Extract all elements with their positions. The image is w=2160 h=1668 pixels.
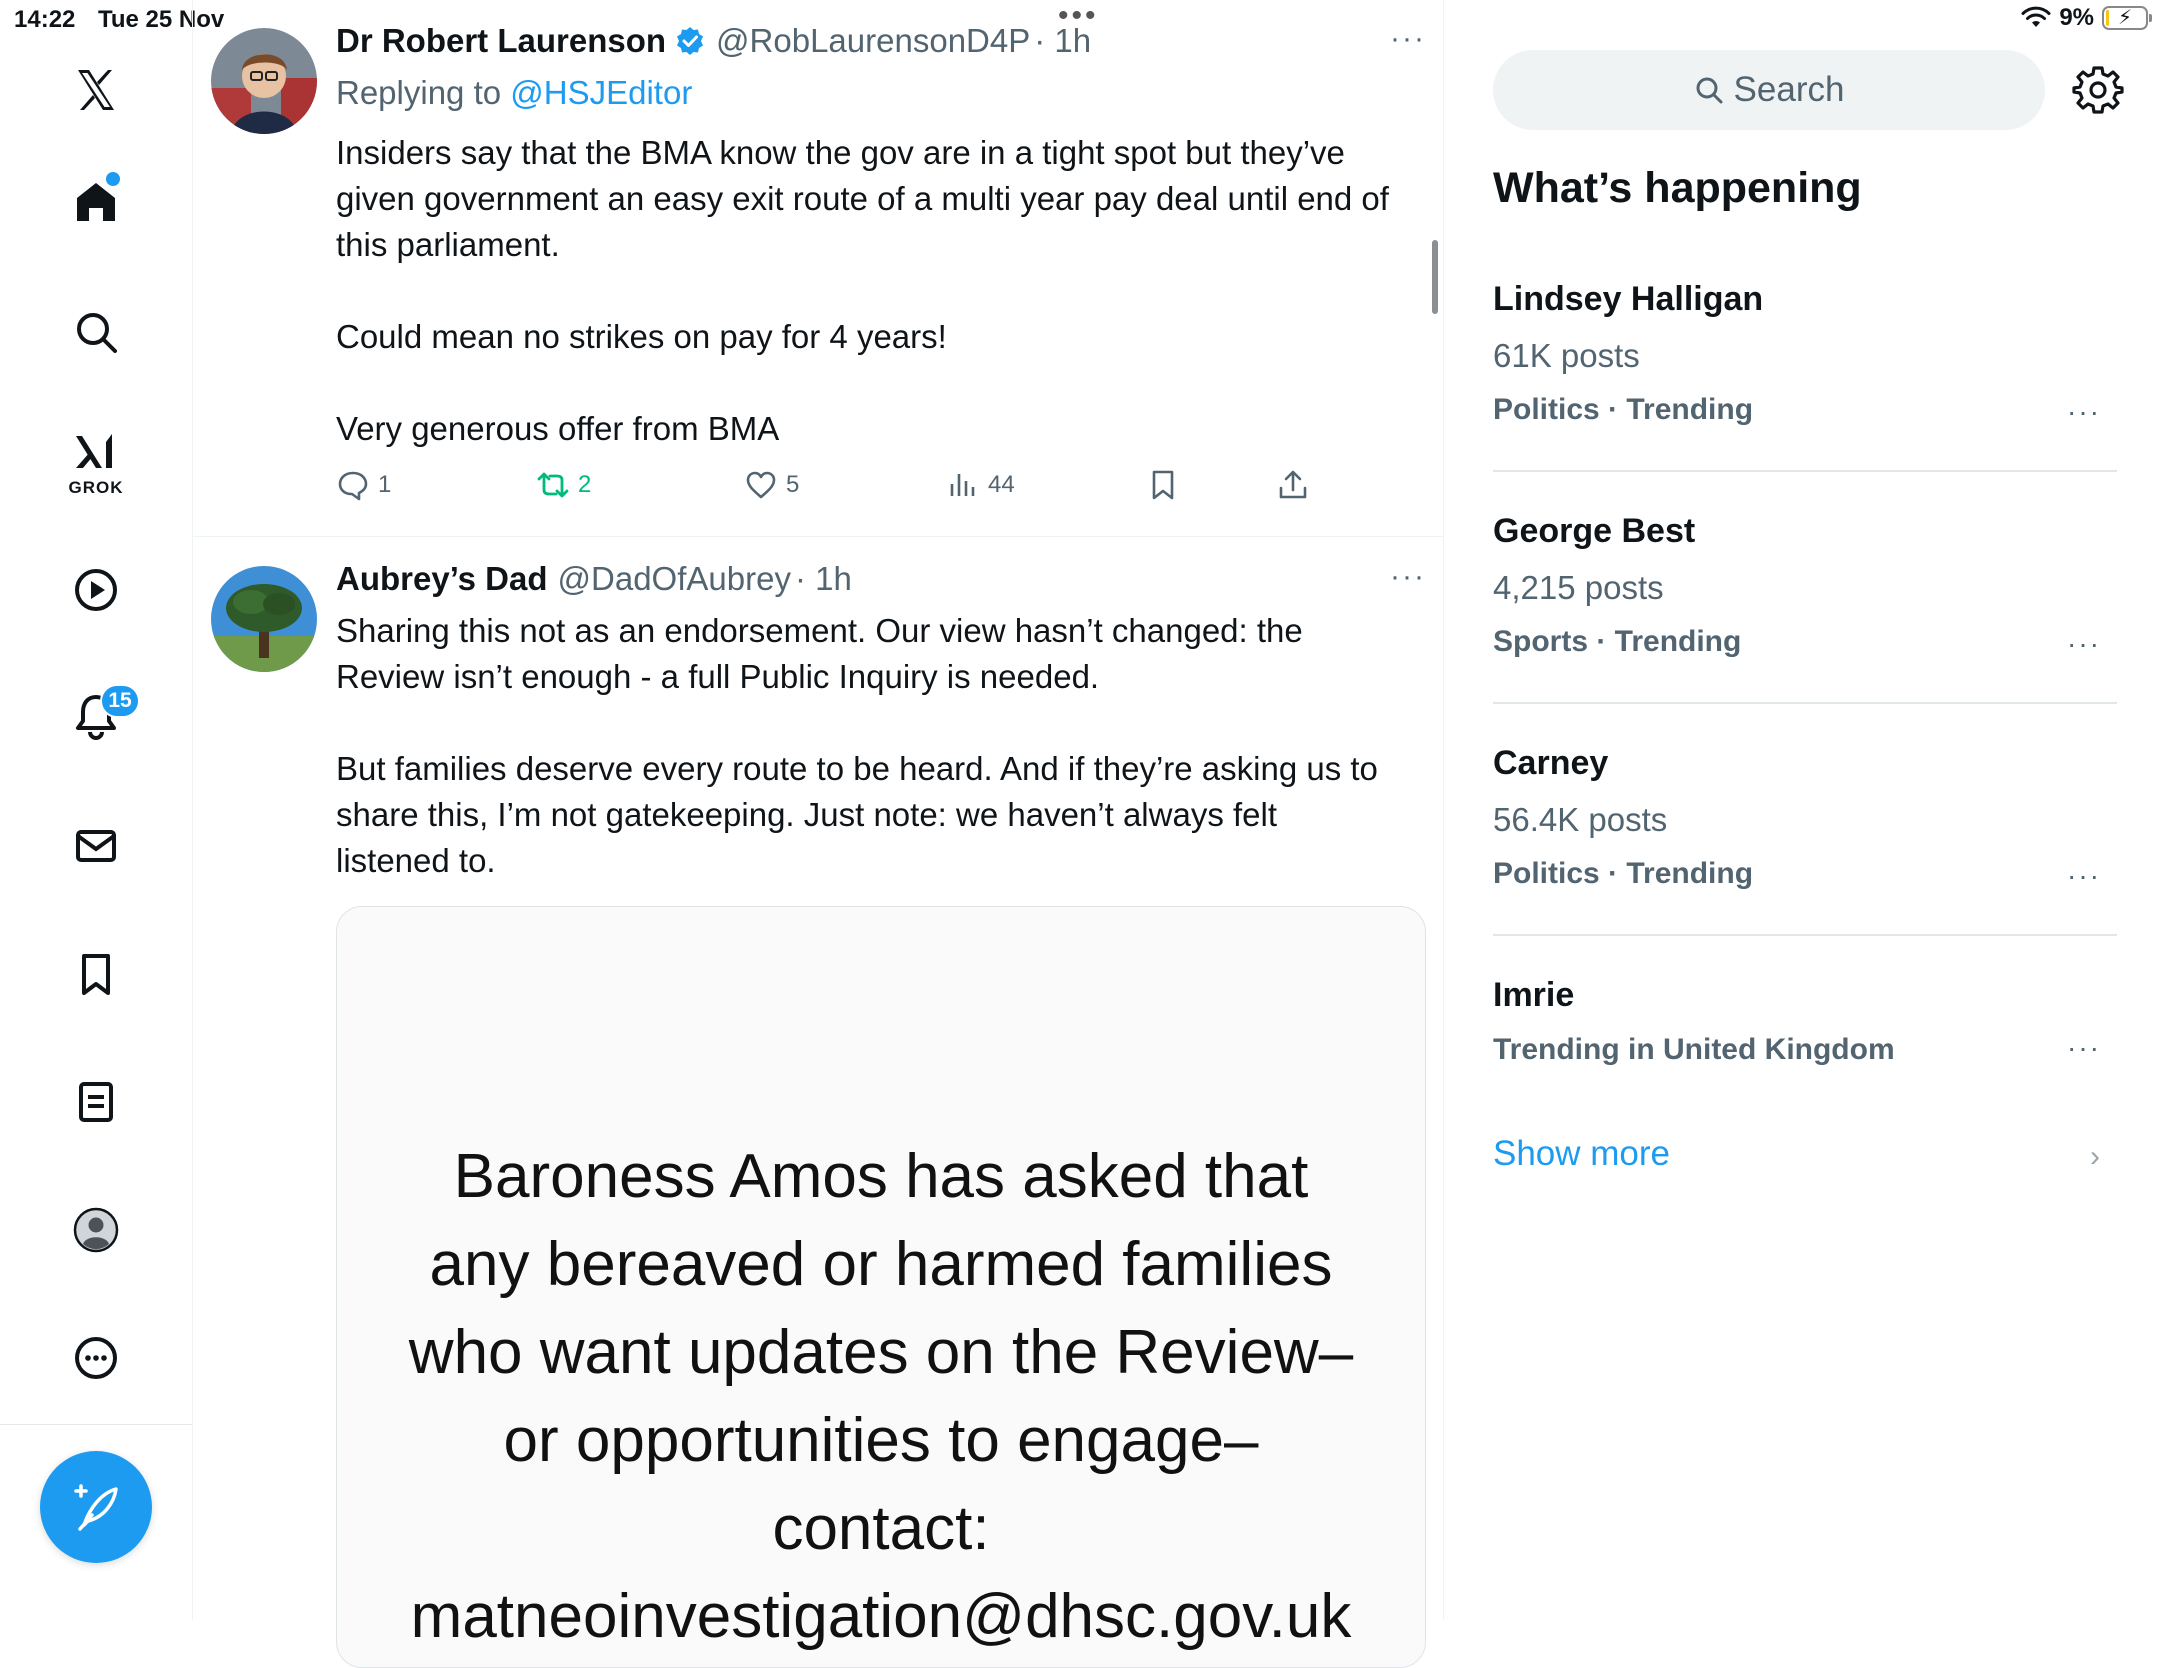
x-logo-icon[interactable] [62,56,130,124]
share-button[interactable] [1276,468,1310,502]
settings-gear-icon[interactable] [2072,64,2124,116]
heart-icon [744,468,778,502]
battery-icon [2102,6,2148,30]
nav-divider [0,1424,192,1425]
trend-posts: 4,215 posts [1493,569,1664,606]
reply-count: 1 [378,471,392,498]
trend-item[interactable] [1493,976,2117,1067]
like-button[interactable] [744,468,799,502]
verified-badge-icon [674,25,706,57]
messages-envelope-icon[interactable] [62,812,130,880]
profile-avatar-icon[interactable] [62,1196,130,1264]
grok-icon[interactable] [62,418,130,486]
tweet-more-icon[interactable]: ··· [1390,560,1426,593]
grok-label: GROK [68,478,124,497]
author-handle[interactable]: @RobLaurensonD4P [716,22,1031,59]
tweet-header [336,22,1091,60]
bookmark-button[interactable] [1146,468,1180,502]
wifi-icon [2021,6,2051,30]
trend-name: Imrie [1493,976,1575,1014]
bookmark-icon [1146,468,1180,502]
replying-to [336,74,692,112]
trend-category: Trending in United Kingdom [1493,1033,1895,1066]
trend-category: Sports · Trending [1493,625,1742,658]
repost-button[interactable] [536,468,591,502]
tweet-text: Insiders say that the BMA know the gov are in a tight spot but they’ve given government an easy exit route of a multi year pay deal until end of this parliament. Could mean no strikes on pay for 4 years! Very generous offer from BMA [336,134,1389,447]
trend-name: Carney [1493,744,1609,782]
video-play-icon[interactable] [62,556,130,624]
home-unread-dot [106,172,120,186]
trend-more-icon[interactable]: ··· [2067,1032,2101,1063]
notifications-badge: 15 [100,684,140,718]
views-chart-icon [946,468,980,502]
trend-more-icon[interactable]: ··· [2067,628,2101,659]
trend-item[interactable] [1493,280,2117,427]
tweet-actions [336,468,1316,508]
status-indicators [2021,4,2148,32]
repost-icon [536,468,570,502]
search-icon[interactable] [62,298,130,366]
left-navigation [0,0,193,1620]
trend-category: Politics · Trending [1493,393,1754,426]
reply-icon [336,468,370,502]
search-icon [1694,75,1724,105]
tweet-more-icon[interactable]: ··· [1390,22,1426,55]
media-text: Baroness Amos has asked that any bereaved or harmed families who want updates on the Review– or opportunities to engage– contact: matneoinvestigation@dhsc.gov.uk [408,1142,1354,1651]
views-button[interactable] [946,468,1015,502]
compose-feather-icon [68,1479,124,1535]
trend-posts: 61K posts [1493,337,1640,374]
trend-item[interactable] [1493,512,2117,659]
trend-more-icon[interactable]: ··· [2067,860,2101,891]
trend-posts: 56.4K posts [1493,801,1668,838]
share-icon [1276,468,1310,502]
status-date: Tue 25 Nov [98,6,225,33]
views-count: 44 [988,471,1015,498]
tweet-separator [193,536,1443,537]
reply-button[interactable] [336,468,391,502]
trend-separator [1493,702,2117,704]
search-placeholder: Search [1733,70,1845,109]
bookmarks-icon[interactable] [62,940,130,1008]
tweet-time[interactable]: · 1h [1034,22,1092,59]
tweet-text: Sharing this not as an endorsement. Our view hasn’t changed: the Review isn’t enough - a full Public Inquiry is needed. But families deserve every route to be heard. And if they’re asking us to share this, I’m not gatekeeping. Just note: we haven’t always felt listened to. [336,612,1378,879]
column-divider [1443,0,1444,1620]
author-name[interactable]: Aubrey’s Dad [336,560,548,597]
status-time: 14:22 [14,6,76,33]
tweet-time[interactable]: · 1h [794,560,852,597]
trend-more-icon[interactable]: ··· [2067,396,2101,427]
whats-happening-title: What’s happening [1493,164,1862,212]
tweet-media-image[interactable] [336,906,1426,1668]
author-handle[interactable]: @DadOfAubrey [557,560,791,597]
replying-to-prefix: Replying to [336,74,511,111]
tweet-header [336,560,852,598]
multitasking-dots-icon[interactable]: ••• [1058,0,1099,32]
trend-name: Lindsey Halligan [1493,280,1764,318]
search-input[interactable] [1493,50,2045,130]
trend-name: George Best [1493,512,1696,550]
avatar-aubreys-dad[interactable] [211,566,317,672]
author-name[interactable]: Dr Robert Laurenson [336,22,667,59]
lists-icon[interactable] [62,1068,130,1136]
trend-category: Politics · Trending [1493,857,1754,890]
feed-scrollbar[interactable] [1432,240,1438,314]
like-count: 5 [786,471,800,498]
charging-bolt-icon: ⚡ [2117,7,2133,29]
show-more-link[interactable]: Show more [1493,1134,1671,1173]
trend-item[interactable] [1493,744,2117,891]
more-options-icon[interactable] [62,1324,130,1392]
battery-percent: 9% [2059,4,2094,31]
repost-count: 2 [578,471,592,498]
avatar-robert-laurenson[interactable] [211,28,317,134]
chevron-right-icon[interactable]: › [2090,1140,2100,1173]
compose-post-button[interactable] [40,1451,152,1563]
replying-to-link[interactable]: @HSJEditor [510,74,693,111]
trend-separator [1493,470,2117,472]
trend-separator [1493,934,2117,936]
